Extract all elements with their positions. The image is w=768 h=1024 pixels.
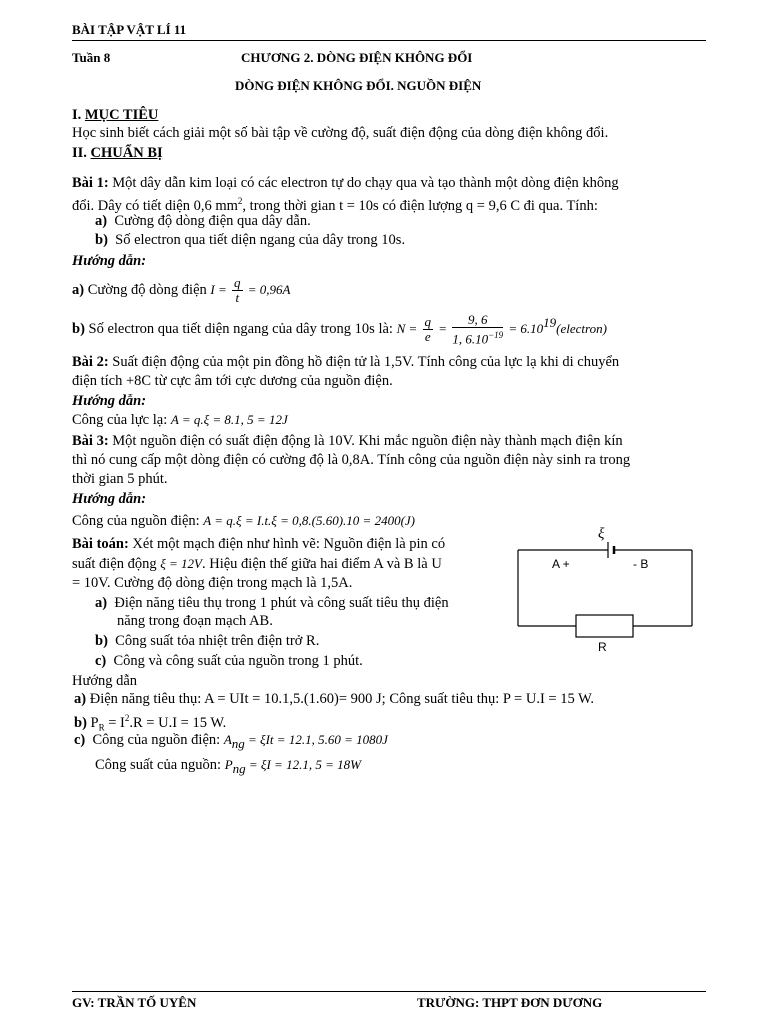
baitoan-line2: suất điện động ξ = 12V. Hiệu điện thế giữa hai điểm A và B là U <box>72 556 442 572</box>
circuit-label-a: A + <box>552 557 570 571</box>
baitoan-answer-c: c) Công của nguồn điện: $A_{ng} = \xi It = 12.1$, 5.60 = 1080J <box>74 732 388 751</box>
bai1-line2: đổi. Dây có tiết diện 0,6 $mm^2$, trong thời gian t = 10s có điện lượng q = 9,6 C đi qua. Tính: <box>72 196 598 214</box>
resistor <box>576 615 633 637</box>
bai2-answer: Công của lực lạ: A = q.ξ = 8.1, 5 = 12J <box>72 412 288 428</box>
bai2-guide: Hướng dẫn: <box>72 393 147 409</box>
bai1-question-b: b) Số electron qua tiết diện ngang của dây trong 10s. <box>95 232 406 248</box>
circuit-diagram <box>510 518 710 658</box>
bai1-question-a: a) Cường độ dòng điện qua dây dẫn. <box>95 213 311 229</box>
week-label: Tuần 8 <box>72 50 111 65</box>
bai3-line2: thì nó cung cấp một dòng điện có cường độ là 0,8A. Tính công của nguồn điện này sinh ra trong <box>72 452 631 468</box>
footer-school: TRƯỜNG: THPT ĐƠN DƯƠNG <box>417 995 603 1010</box>
baitoan-answer-c2: Công suất của nguồn: $P_{ng} = \xi I = 12.1$, 5 = 18W <box>95 757 361 776</box>
footer-teacher: GV: TRẦN TỐ UYÊN <box>72 995 197 1010</box>
circuit-label-xi: ξ <box>598 526 605 542</box>
header-rule <box>72 40 706 41</box>
bai3-line1: Bài 3: Một nguồn điện có suất điện động là 10V. Khi mắc nguồn điện này thành mạch điện kín <box>72 433 623 449</box>
bai1-answer-b: b) Số electron qua tiết diện ngang của dây trong 10s là: N = $\frac{q}{e}$ = $\frac{9, 6}{1, 6.10^{-19}}$ = $6.10^{19}(electron)$ <box>72 312 607 347</box>
footer-rule <box>72 991 706 992</box>
baitoan-line1: Bài toán: Xét một mạch điện như hình vẽ: Nguồn điện là pin có <box>72 536 446 552</box>
circuit-label-b: - B <box>633 557 649 571</box>
bai1-line1: Bài 1: Một dây dẫn kim loại có các electron tự do chạy qua và tạo thành một dòng điện không <box>72 175 619 191</box>
bai1-answer-a: a) Cường độ dòng điện I = $\frac{q}{t}$ = 0,96A <box>72 275 291 305</box>
bai3-guide: Hướng dẫn: <box>72 491 147 507</box>
bai1-guide: Hướng dẫn: <box>72 253 147 269</box>
lesson-title: DÒNG ĐIỆN KHÔNG ĐỔI. NGUỒN ĐIỆN <box>235 78 482 93</box>
baitoan-question-b: b) Công suất tỏa nhiệt trên điện trở R. <box>95 633 320 649</box>
bai3-line3: thời gian 5 phút. <box>72 471 168 487</box>
baitoan-answer-b: b) $P_R = I^2.R = U.I = 15$ W. <box>74 713 227 733</box>
header-subject: BÀI TẬP VẬT LÍ 11 <box>72 22 187 37</box>
section-1-heading: I. MỤC TIÊU <box>72 107 159 123</box>
section-1-text: Học sinh biết cách giải một số bài tập về cường độ, suất điện động của dòng điện không đổi. <box>72 125 609 141</box>
baitoan-question-a: a) Điện năng tiêu thụ trong 1 phút và công suất tiêu thụ điện <box>95 595 449 611</box>
bai2-line1: Bài 2: Suất điện động của một pin đồng hồ điện tử là 1,5V. Tính công của lực lạ khi di chuyển <box>72 354 620 370</box>
baitoan-guide: Hướng dẫn <box>72 673 138 689</box>
chapter-title: CHƯƠNG 2. DÒNG ĐIỆN KHÔNG ĐỔI <box>241 50 473 65</box>
baitoan-question-c: c) Công và công suất của nguồn trong 1 phút. <box>95 653 363 669</box>
baitoan-question-a-cont: năng trong đoạn mạch AB. <box>117 613 273 629</box>
section-2-heading: II. CHUẨN BỊ <box>72 145 163 161</box>
bai3-answer: Công của nguồn điện: A = q.ξ = I.t.ξ = 0,8.(5.60).10 = 2400(J) <box>72 513 416 529</box>
bai2-line2: điện tích +8C từ cực âm tới cực dương của nguồn điện. <box>72 373 393 389</box>
baitoan-line3: = 10V. Cường độ dòng điện trong mạch là 1,5A. <box>72 575 353 591</box>
circuit-label-r: R <box>598 640 607 654</box>
baitoan-answer-a: a) Điện năng tiêu thụ: A = UIt = 10.1,5.(1.60)= 900 J; Công suất tiêu thụ: P = U.I = 15 W. <box>74 691 595 707</box>
